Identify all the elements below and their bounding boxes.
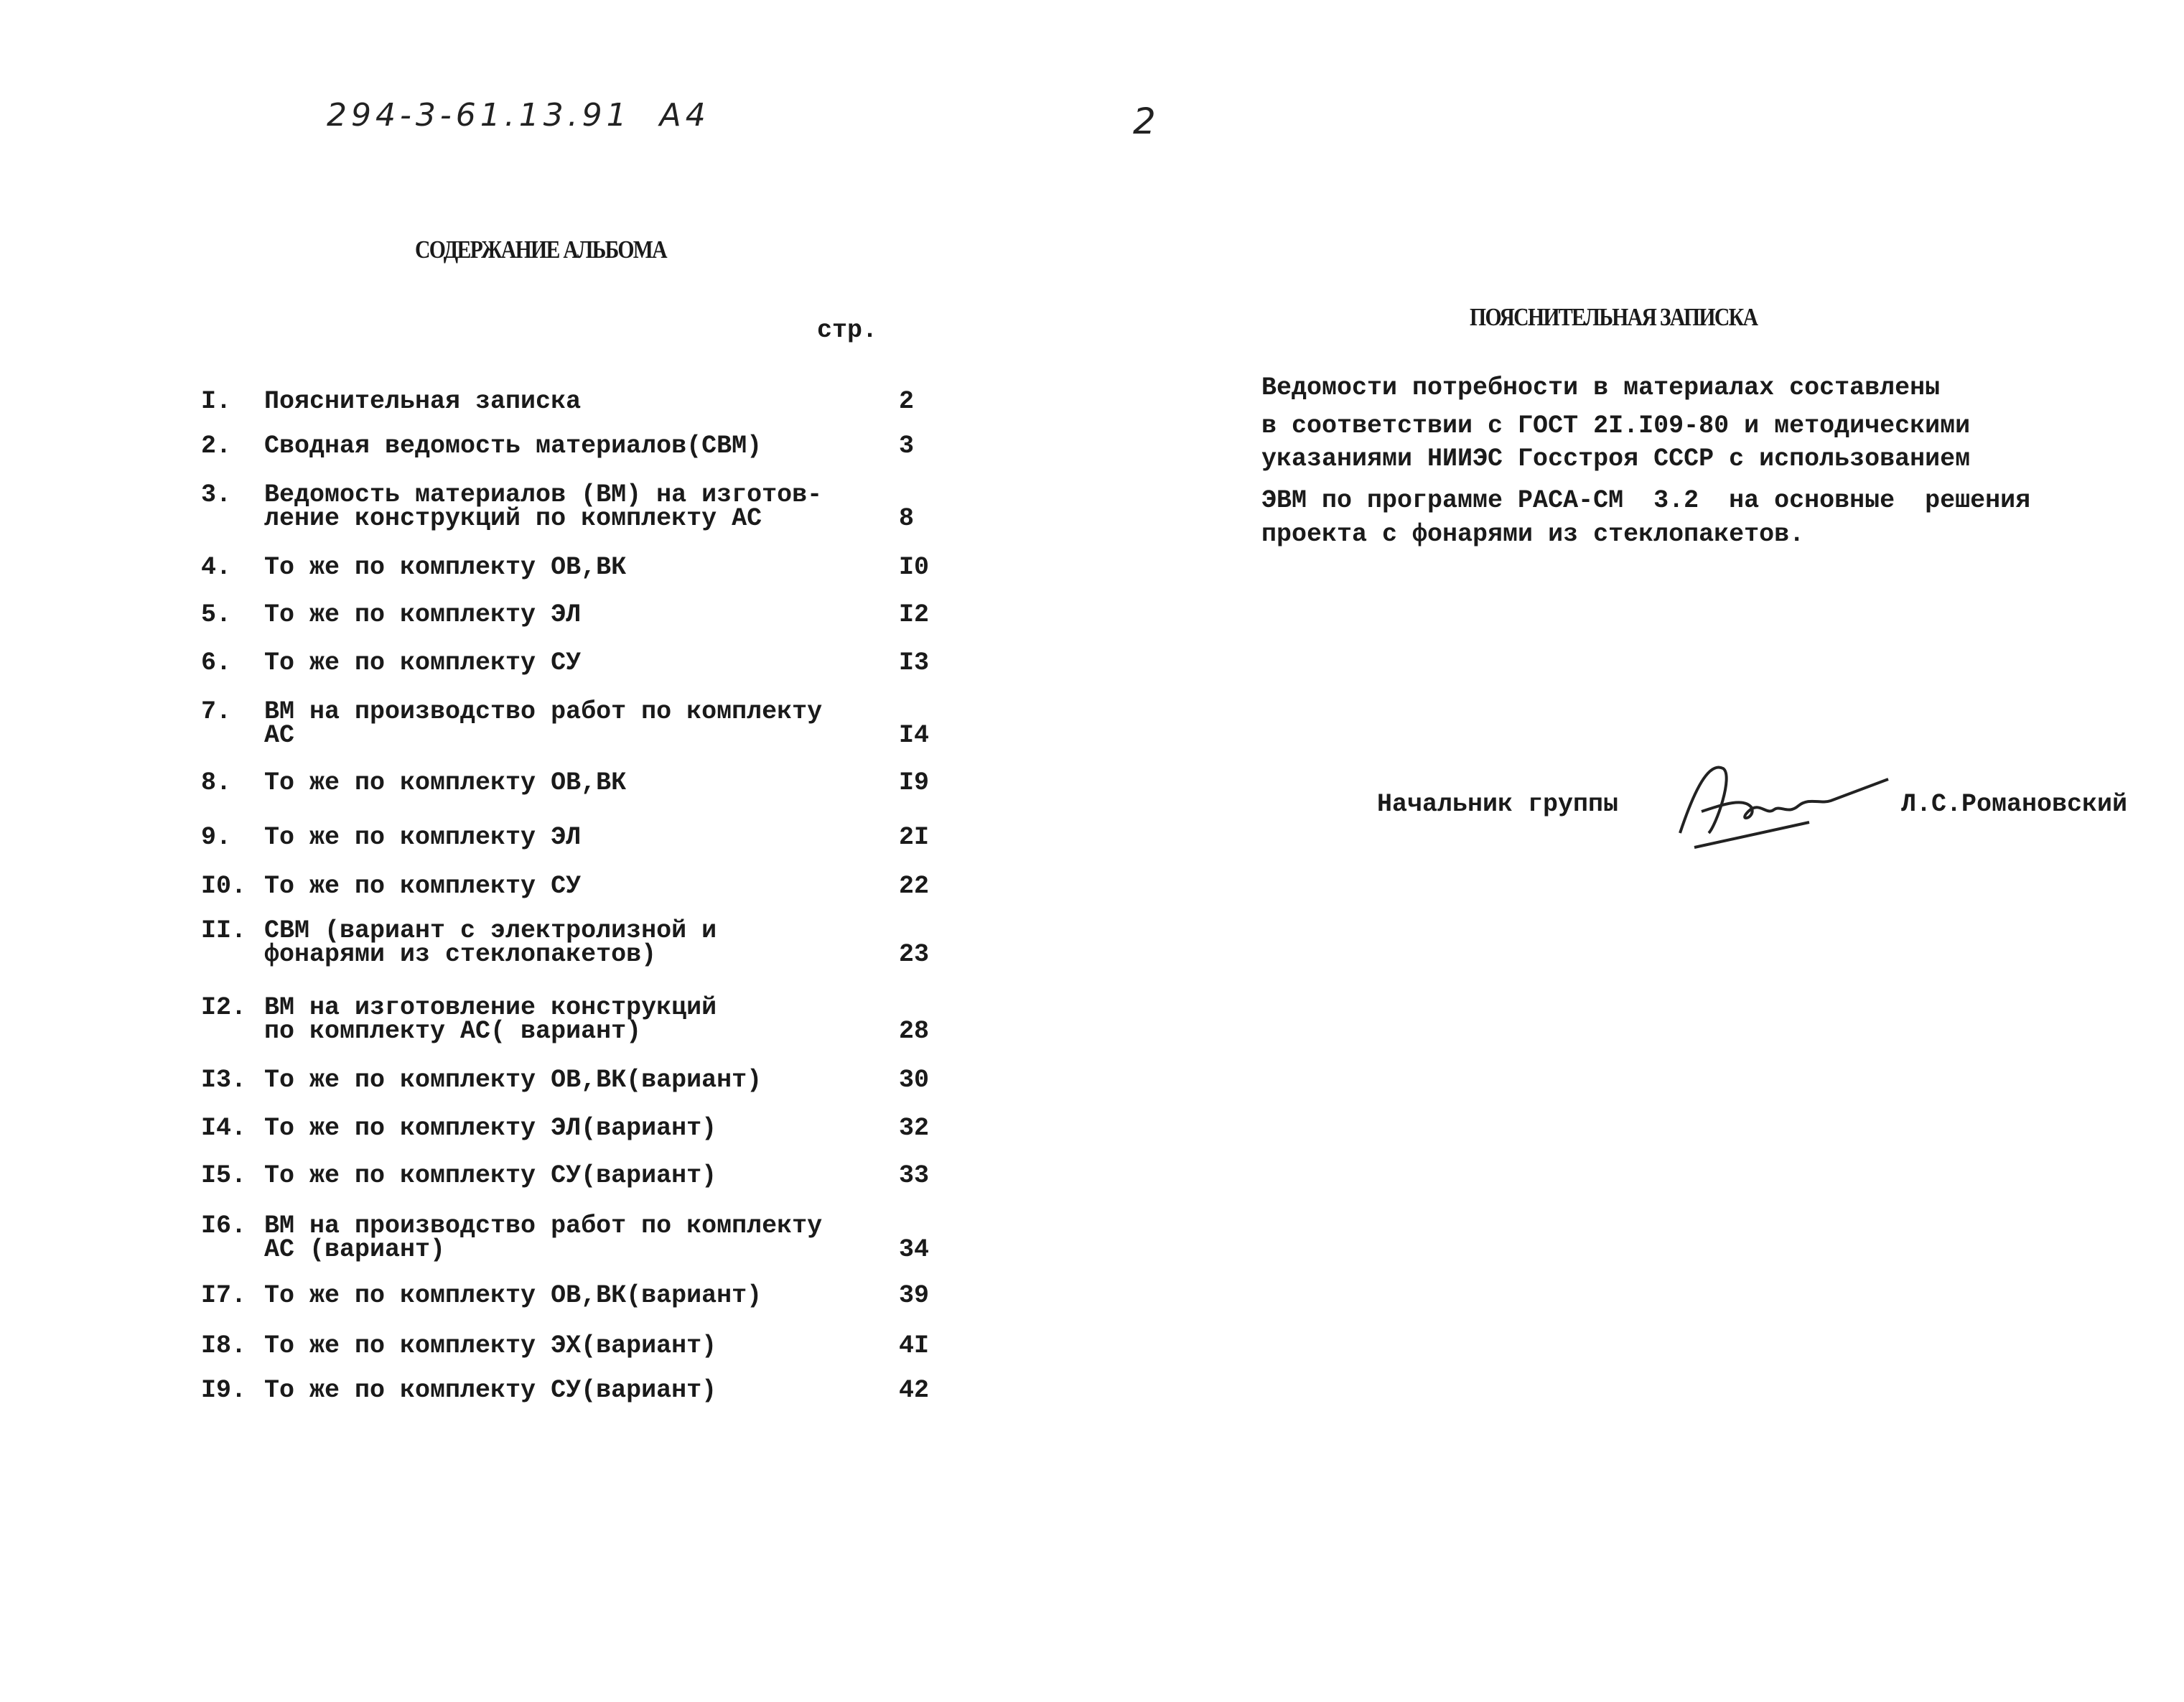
contents-item-text: АС [264, 721, 295, 750]
contents-item-text: То же по комплекту ОВ,ВК [264, 768, 627, 797]
contents-item-number: I6. [201, 1212, 247, 1240]
contents-item-text: То же по комплекту ЭЛ(вариант) [264, 1114, 717, 1143]
contents-item-text: То же по комплекту ЭЛ [264, 823, 582, 852]
contents-item-text: То же по комплекту СУ [264, 872, 582, 901]
contents-item-number: II. [201, 916, 247, 945]
contents-item-number: I3. [201, 1066, 247, 1094]
contents-item-page: 33 [899, 1161, 930, 1190]
contents-item-page: I4 [899, 721, 930, 750]
note-line: проекта с фонарями из стеклопакетов. [1261, 520, 1805, 549]
contents-item-text: ВМ на производство работ по комплекту [264, 1212, 823, 1240]
signature-name: Л.С.Романовский [1901, 790, 2128, 819]
contents-item-text: То же по комплекту ЭХ(вариант) [264, 1331, 717, 1360]
contents-item-text: ВМ на производство работ по комплекту [264, 697, 823, 726]
contents-item-page: 32 [899, 1114, 930, 1143]
contents-item-number: I0. [201, 872, 247, 901]
contents-item-page: 3 [899, 432, 915, 460]
document-code: 294-3-61.13.91 А4 [327, 97, 710, 134]
contents-item-text: Ведомость материалов (ВМ) на изготов- [264, 480, 823, 509]
contents-item-number: 6. [201, 648, 232, 677]
contents-item-number: I8. [201, 1331, 247, 1360]
note-line: в соответствии с ГОСТ 2I.I09-80 и методическими [1261, 411, 1971, 440]
handwritten-signature [1666, 747, 1903, 855]
contents-item-text: по комплекту АС( вариант) [264, 1017, 642, 1046]
contents-item-page: 42 [899, 1376, 930, 1405]
contents-item-page: 23 [899, 940, 930, 969]
contents-item-text: АС (вариант) [264, 1235, 446, 1264]
contents-item-text: То же по комплекту ОВ,ВК(вариант) [264, 1066, 762, 1094]
contents-item-number: 5. [201, 600, 232, 629]
note-line: указаниями НИИЭС Госстроя СССР с использованием [1261, 445, 1971, 473]
contents-item-text: Сводная ведомость материалов(СВМ) [264, 432, 762, 460]
contents-item-page: 22 [899, 872, 930, 901]
contents-item-page: I9 [899, 768, 930, 797]
contents-item-number: I5. [201, 1161, 247, 1190]
contents-item-text: СВМ (вариант с электролизной и [264, 916, 717, 945]
contents-item-text: То же по комплекту ОВ,ВК(вариант) [264, 1281, 762, 1310]
contents-item-page: I0 [899, 553, 930, 582]
contents-title: СОДЕРЖАНИЕ АЛЬБОМА [415, 236, 666, 264]
contents-item-text: фонарями из стеклопакетов) [264, 940, 657, 969]
contents-item-number: 3. [201, 480, 232, 509]
contents-item-number: 8. [201, 768, 232, 797]
contents-item-text: То же по комплекту ОВ,ВК [264, 553, 627, 582]
contents-item-page: I2 [899, 600, 930, 629]
contents-item-text: То же по комплекту ЭЛ [264, 600, 582, 629]
contents-item-text: ление конструкций по комплекту АС [264, 504, 762, 533]
contents-item-page: 2 [899, 387, 915, 416]
contents-item-text: То же по комплекту СУ(вариант) [264, 1161, 717, 1190]
contents-item-page: 28 [899, 1017, 930, 1046]
contents-item-text: Пояснительная записка [264, 387, 582, 416]
contents-item-page: 4I [899, 1331, 930, 1360]
contents-item-text: То же по комплекту СУ [264, 648, 582, 677]
contents-item-page: 30 [899, 1066, 930, 1094]
contents-item-page: 39 [899, 1281, 930, 1310]
contents-item-number: 7. [201, 697, 232, 726]
signature-position: Начальник группы [1377, 790, 1619, 819]
contents-item-text: То же по комплекту СУ(вариант) [264, 1376, 717, 1405]
contents-item-number: I. [201, 387, 232, 416]
contents-item-number: 2. [201, 432, 232, 460]
contents-item-number: I4. [201, 1114, 247, 1143]
contents-item-page: 2I [899, 823, 930, 852]
note-line: Ведомости потребности в материалах составлены [1261, 373, 1941, 402]
contents-item-text: ВМ на изготовление конструкций [264, 993, 717, 1022]
contents-item-number: I7. [201, 1281, 247, 1310]
note-line: ЭВМ по программе РАСА-СМ 3.2 на основные решения [1261, 486, 2031, 515]
contents-item-number: 4. [201, 553, 232, 582]
note-title: ПОЯСНИТЕЛЬНАЯ ЗАПИСКА [1470, 303, 1758, 331]
contents-item-page: 34 [899, 1235, 930, 1264]
contents-item-number: 9. [201, 823, 232, 852]
page-column-label: стр. [817, 316, 878, 345]
contents-item-number: I9. [201, 1376, 247, 1405]
contents-item-page: 8 [899, 504, 915, 533]
contents-item-page: I3 [899, 648, 930, 677]
page-number: 2 [1133, 101, 1160, 142]
contents-item-number: I2. [201, 993, 247, 1022]
